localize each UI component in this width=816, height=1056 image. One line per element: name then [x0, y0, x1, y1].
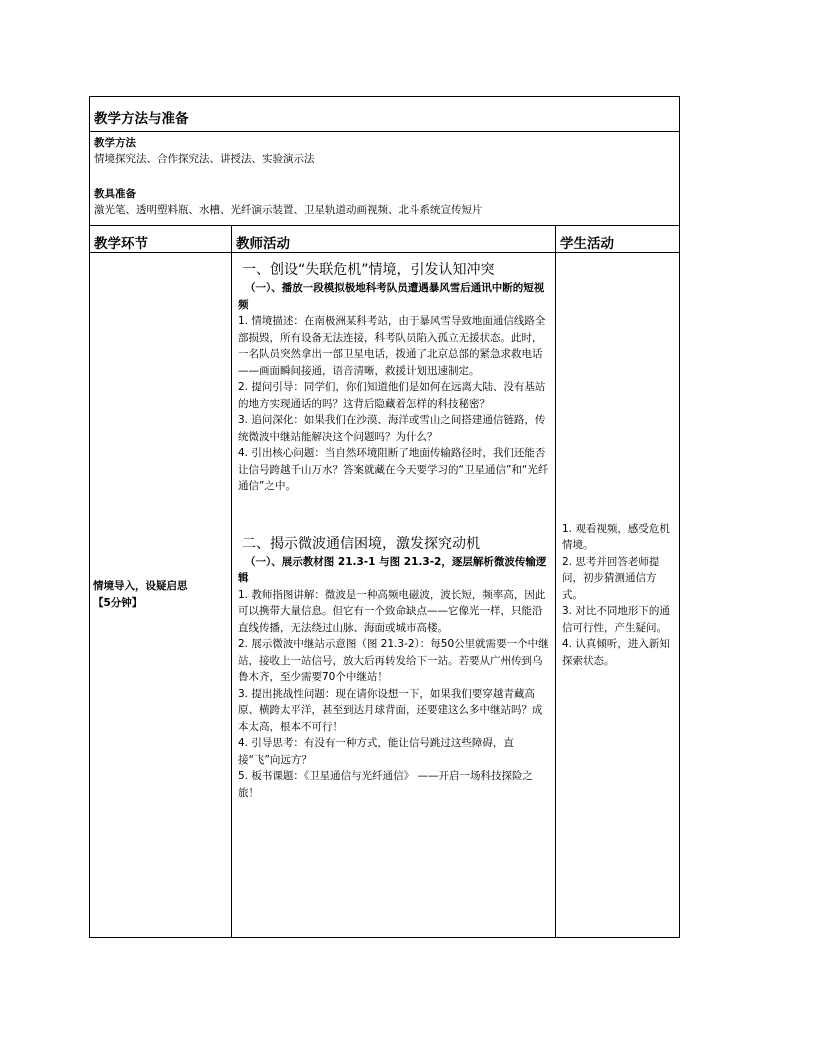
- title-row: [90, 97, 680, 132]
- section1-title: 一、创设“失联危机”情境，引发认知冲突: [242, 262, 495, 278]
- table-header-row: [90, 226, 680, 253]
- teacher-activity-cell: [232, 253, 556, 938]
- section2-item: 4. 引导思考：有没有一种方式，能让信号跳过这些障碍，直接“飞”向远方？: [238, 737, 514, 766]
- tools-heading: 教具准备: [94, 188, 136, 200]
- student-item: 1. 观看视频，感受危机情境。: [562, 522, 670, 552]
- student-item: 4. 认真倾听，进入新知探索状态。: [562, 638, 670, 667]
- title-cell: [90, 97, 680, 132]
- section1-item: 3. 追问深化：如果我们在沙漠、海洋或雪山之间搭建通信链路，传统微波中继站能解决这个问题吗？为什么？: [238, 414, 546, 443]
- section2-item: 2. 展示微波中继站示意图（图 21.3-2）：每50公里就需要一个中继站，接收上一站信号，放大后再转发给下一站。若要从广州传到乌鲁木齐，至少需要70个中继站！: [238, 638, 549, 683]
- section2-item: 5. 板书课题：《卫星通信与光纤通信》 ——开启一场科技探险之旅！: [238, 770, 533, 799]
- section1-item: 1. 情境描述：在南极洲某科考站，由于暴风雪导致地面通信线路全部损毁，所有设备无法连接，科考队员陷入孤立无援状态。此时，一名队员突然拿出一部卫星电话，拨通了北京总部的紧急求救电话 ——画面瞬间接通，语音清晰，救援计划迅速制定。: [238, 315, 546, 377]
- section2-item: 1. 教师指图讲解：微波是一种高频电磁波，波长短，频率高，因此可以携带大量信息。但它有一个致命缺点——它像光一样，只能沿直线传播，无法绕过山脉、海面或城市高楼。: [238, 588, 546, 634]
- header-student: 学生活动: [556, 226, 680, 253]
- header-stage: 教学环节: [90, 226, 232, 253]
- stage-cell: [90, 253, 232, 938]
- section2-subtitle: （一）、展示教材图 21.3-1 与图 21.3-2，逐层解析微波传输逻辑: [238, 555, 547, 584]
- tools-text: 激光笔、透明塑料瓶、水槽、光纤演示装置、卫星轨道动画视频、北斗系统宣传短片: [94, 204, 483, 216]
- stage-time: 【5分钟】: [93, 597, 143, 609]
- student-activity-cell: [556, 253, 680, 938]
- section-title: 教学方法与准备: [94, 111, 189, 127]
- section2-title: 二、揭示微波通信困境，激发探究动机: [242, 535, 480, 552]
- section1-item: 4. 引出核心问题：当自然环境阻断了地面传输路径时，我们还能否让信号跨越千山万水？答案就藏在今天要学习的“卫星通信”和“光纤通信”之中。: [238, 447, 549, 492]
- lesson-plan-table: [89, 96, 680, 938]
- stage-name: 情境导入，设疑启思: [93, 580, 188, 592]
- section2-item: 3. 提出挑战性问题：现在请你设想一下，如果我们要穿越青藏高原、横跨太平洋，甚至到达月球背面，还要建这么多中继站吗？成本太高，根本不可行！: [238, 687, 543, 733]
- lesson-plan-page: [89, 96, 679, 938]
- section1-subtitle: （一）、播放一段模拟极地科考队员遭遇暴风雪后通讯中断的短视频: [238, 282, 545, 311]
- student-item: 2. 思考并回答老师提问，初步猜测通信方式。: [562, 555, 660, 601]
- section1-item: 2. 提问引导：同学们，你们知道他们是如何在远离大陆、没有基站的地方实现通话的吗？这背后隐藏着怎样的科技秘密？: [238, 381, 546, 410]
- table-row: [90, 253, 680, 938]
- methods-row: [90, 132, 680, 226]
- methods-heading: 教学方法: [94, 137, 136, 149]
- methods-text: 情境探究法、合作探究法、讲授法、实验演示法: [94, 153, 315, 165]
- methods-cell: [90, 132, 680, 226]
- student-item: 3. 对比不同地形下的通信可行性，产生疑问。: [562, 605, 670, 634]
- header-teacher: 教师活动: [232, 226, 556, 253]
